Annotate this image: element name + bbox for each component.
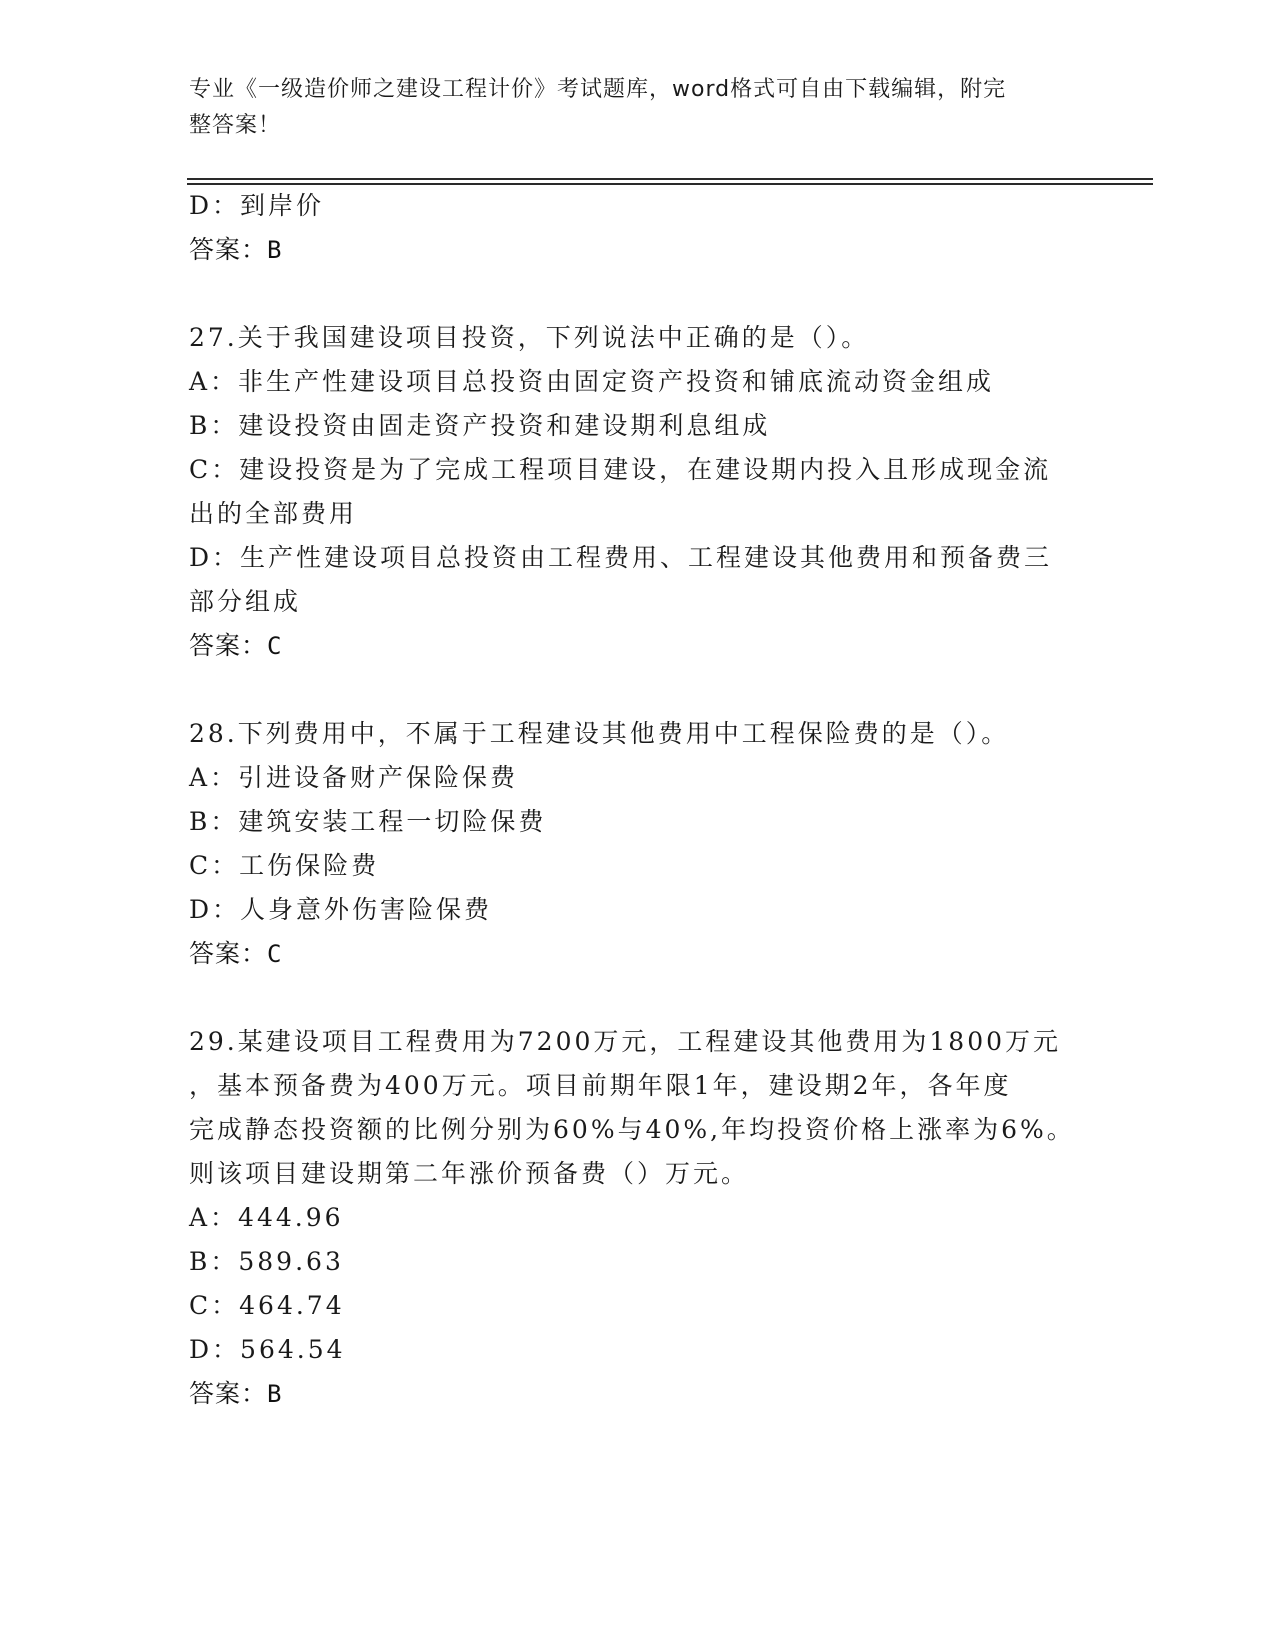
- q29-stem-line-1: 29.某建设项目工程费用为7200万元，工程建设其他费用为1800万元: [189, 1027, 1062, 1056]
- answer-value: B: [267, 236, 283, 264]
- q28-option-b: B：建筑安装工程一切险保费: [189, 807, 547, 836]
- q29-stem-line-4: 则该项目建设期第二年涨价预备费（）万元。: [189, 1159, 750, 1188]
- q29-answer: [189, 1374, 282, 1410]
- q28-option-c: C：工伤保险费: [189, 851, 380, 880]
- answer-label: 答案：: [189, 235, 268, 264]
- q27-answer: [189, 626, 282, 662]
- q27-option-b: B：建设投资由固走资产投资和建设期利息组成: [189, 411, 771, 440]
- q29-option-d: D：564.54: [189, 1335, 346, 1364]
- q27-option-c-line-1: C：建设投资是为了完成工程项目建设，在建设期内投入且形成现金流: [189, 455, 1052, 484]
- answer-label: 答案：: [189, 1379, 268, 1408]
- q28-option-d: D：人身意外伤害险保费: [189, 895, 493, 924]
- header-line-2: 整答案！: [189, 113, 282, 138]
- q29-stem-line-2: ，基本预备费为400万元。项目前期年限1年，建设期2年，各年度: [189, 1071, 1012, 1100]
- answer-value: C: [267, 940, 283, 968]
- q28-answer: [189, 934, 282, 970]
- answer-label: 答案：: [189, 939, 268, 968]
- q29-option-c: C：464.74: [189, 1291, 345, 1320]
- q29-option-a: A：444.96: [189, 1203, 344, 1232]
- q28-option-a: A：引进设备财产保险保费: [189, 763, 519, 792]
- q27-option-d-line-2: 部分组成: [189, 587, 302, 616]
- header-line-1: 专业《一级造价师之建设工程计价》考试题库，word格式可自由下载编辑，附完: [189, 77, 1007, 102]
- answer-value: C: [267, 632, 283, 660]
- q27-option-d-line-1: D：生产性建设项目总投资由工程费用、工程建设其他费用和预备费三: [189, 543, 1053, 572]
- q29-option-b: B：589.63: [189, 1247, 344, 1276]
- q28-stem: 28.下列费用中，不属于工程建设其他费用中工程保险费的是（）。: [189, 719, 1010, 748]
- answer-value: B: [267, 1380, 283, 1408]
- prev-option-d: D：到岸价: [189, 191, 325, 220]
- header-divider-bottom: [187, 183, 1153, 185]
- prev-answer: [189, 230, 282, 266]
- q27-stem: 27.关于我国建设项目投资，下列说法中正确的是（）。: [189, 323, 870, 352]
- document-header: [189, 72, 1089, 144]
- header-divider-top: [187, 178, 1153, 180]
- q27-option-c-line-2: 出的全部费用: [189, 499, 358, 528]
- q27-option-a: A：非生产性建设项目总投资由固定资产投资和铺底流动资金组成: [189, 367, 995, 396]
- q29-stem-line-3: 完成静态投资额的比例分别为60%与40%,年均投资价格上涨率为6%。: [189, 1115, 1075, 1144]
- answer-label: 答案：: [189, 631, 268, 660]
